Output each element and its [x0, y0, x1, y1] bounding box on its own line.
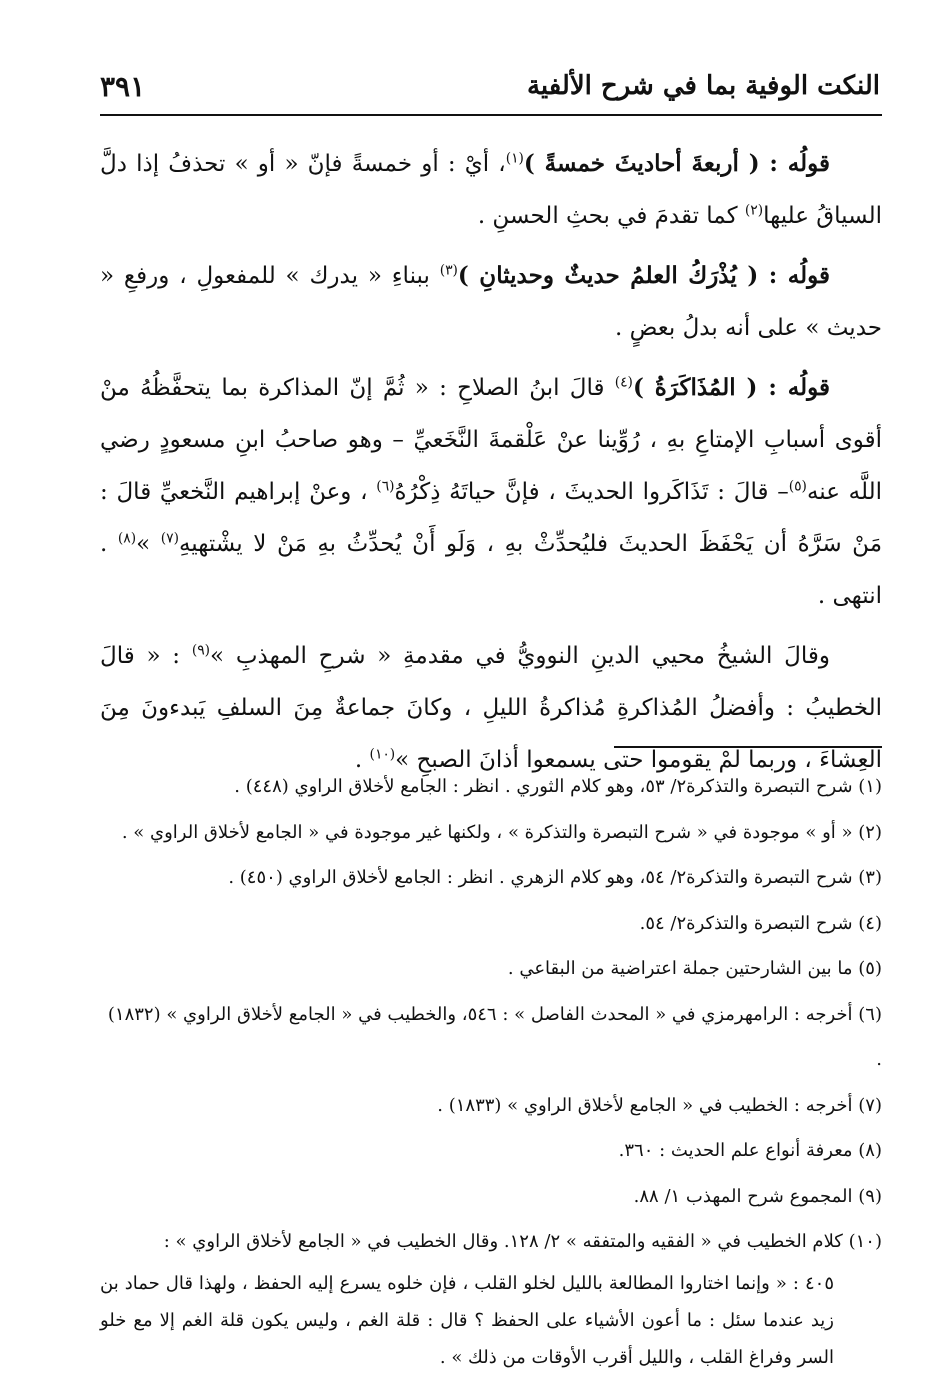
- paragraph-1-quote: ( أربعةَ أحاديثَ خمسةً ): [523, 150, 760, 177]
- header-rule: [100, 114, 882, 116]
- footnote-4: (٤) شرح التبصرة والتذكرة٢/ ٥٤.: [639, 912, 882, 934]
- footnote-8: (٨) معرفة أنواع علم الحديث : ٣٦٠.: [618, 1140, 882, 1161]
- main-text: [100, 138, 882, 786]
- paragraph-2-intro: قولُه :: [758, 262, 830, 289]
- paragraph-4: [100, 630, 882, 786]
- note-ref-1: (١): [505, 150, 524, 167]
- footnotes: [100, 764, 882, 1376]
- footnote-1: (١) شرح التبصرة والتذكرة٢/ ٥٣، وهو كلام الثوري . انظر : الجامع لأخلاق الراوي (٤٤٨) .: [234, 776, 882, 797]
- page-number: ٣٩١: [100, 69, 146, 103]
- paragraph-3-text-c: ، وعنْ إبراهيم النَّخعيِّ قالَ : مَنْ سَرَّهُ أن يَحْفَظَ الحديثَ فليُحدِّثْ بهِ ، وَلَو أَنْ يُحدِّثُ بهِ مَنْ لا يشْتهيهِ: [100, 479, 883, 557]
- running-title: النكت الوفية بما في شرح الألفية: [526, 71, 880, 101]
- note-ref-9: (٩): [191, 642, 211, 659]
- paragraph-3-text-e: . انتهى .: [100, 531, 882, 609]
- paragraph-1-intro: قولُه :: [759, 150, 830, 177]
- paragraph-2: [100, 250, 882, 354]
- note-ref-8: (٨): [117, 530, 137, 547]
- footnote-3: (٣) شرح التبصرة والتذكرة٢/ ٥٤، وهو كلام الزهري . انظر : الجامع لأخلاق الراوي (٤٥٠) .: [228, 867, 882, 888]
- footnote-9: (٩) المجموع شرح المهذب ١/ ٨٨.: [633, 1185, 882, 1207]
- note-ref-7: (٧): [160, 530, 179, 547]
- note-ref-10: (١٠): [369, 746, 396, 763]
- footnote-10: (١٠) كلام الخطيب في « الفقيه والمتفقه » ٢/ ١٢٨. وقال الخطيب في « الجامع لأخلاق الراوي » :: [163, 1231, 882, 1252]
- page-header: [100, 66, 880, 106]
- footnote-10-continuation: ٤٠٥ : « وإنما اختاروا المطالعة بالليل لخلو القلب ، فإن خلوه يسرع إليه الحفظ ، ولهذا قال حماد بن زيد عندما سئل : ما أعون الأشياء على الحفظ ؟ قال : قلة الغم ، وليس يكون قلة الغم إلا مع خلو السر وفراغ القلب ، والليل أقرب الأوقات من ذلك » .: [100, 1272, 834, 1368]
- paragraph-3: [100, 362, 882, 622]
- paragraph-4-text-a: وقالَ الشيخُ محيي الدينِ النوويُّ في مقدمةِ « شرحِ المهذبِ »: [210, 643, 830, 669]
- paragraph-1: [100, 138, 882, 242]
- paragraph-4-text-b: : « قالَ الخطيبُ : وأفضلُ المُذاكرةِ مُذاكرةُ الليلِ ، وكانَ جماعةٌ مِنَ السلفِ يَبدءونَ مِنَ العِشاءَ ، وربما لمْ يقوموا حتى يسمعوا أذانَ الصبحِ »: [100, 643, 882, 773]
- note-ref-5: (٥): [788, 478, 807, 495]
- note-ref-2: (٢): [744, 202, 764, 219]
- paragraph-1-text-b: كما تقدمَ في بحثِ الحسنِ .: [477, 203, 745, 229]
- footnote-7: (٧) أخرجه : الخطيب في « الجامع لأخلاق الراوي » (١٨٣٣) .: [437, 1094, 882, 1116]
- note-ref-6: (٦): [376, 478, 395, 495]
- paragraph-3-text-b: – قالَ : تَذَاكَروا الحديثَ ، فإنَّ حياتَهُ ذِكْرُهُ: [394, 479, 789, 505]
- note-ref-4: (٤): [614, 374, 633, 391]
- paragraph-1-text-a: ، أيْ : أو خمسةً فإنّ « أو » تحذفُ إذا دلَّ السياقُ عليها: [100, 151, 882, 229]
- paragraph-3-intro: قولُه :: [757, 374, 830, 401]
- footnote-2: (٢) « أو » موجودة في « شرح التبصرة والتذكرة » ، ولكنها غير موجودة في « الجامع لأخلاق الراوي » .: [121, 821, 882, 843]
- paragraph-3-quote: ( المُذَاكَرَةُ ): [632, 374, 758, 401]
- footnote-5: (٥) ما بين الشارحتين جملة اعتراضية من البقاعي .: [507, 958, 882, 979]
- paragraph-4-text-c: .: [354, 747, 370, 773]
- paragraph-3-text-d: »: [136, 531, 161, 557]
- footnote-separator: [614, 746, 882, 748]
- paragraph-2-text: ببناءِ « يدرك » للمفعولِ ، ورفعِ « حديث » على أنه بدلُ بعضٍ .: [100, 263, 882, 341]
- footnote-6: (٦) أخرجه : الرامهرمزي في « المحدث الفاصل » : ٥٤٦، والخطيب في « الجامع لأخلاق الراوي » (١٨٣٢) .: [107, 1003, 882, 1070]
- note-ref-3: (٣): [439, 262, 458, 279]
- paragraph-3-text-a: قالَ ابنُ الصلاحِ : « ثُمَّ إنّ المذاكرة بما يتحفَّظُهُ منْ أقوى أسبابِ الإمتاعِ بهِ ، رُوِّينا عنْ عَلْقمةَ النَّخَعيِّ – وهو صاحبُ ابنِ مسعودٍ رضي اللَّه عنه: [100, 375, 883, 505]
- paragraph-2-quote: ( يُذْرَكُ العلمُ حديثٌ وحديثانِ ): [457, 262, 759, 289]
